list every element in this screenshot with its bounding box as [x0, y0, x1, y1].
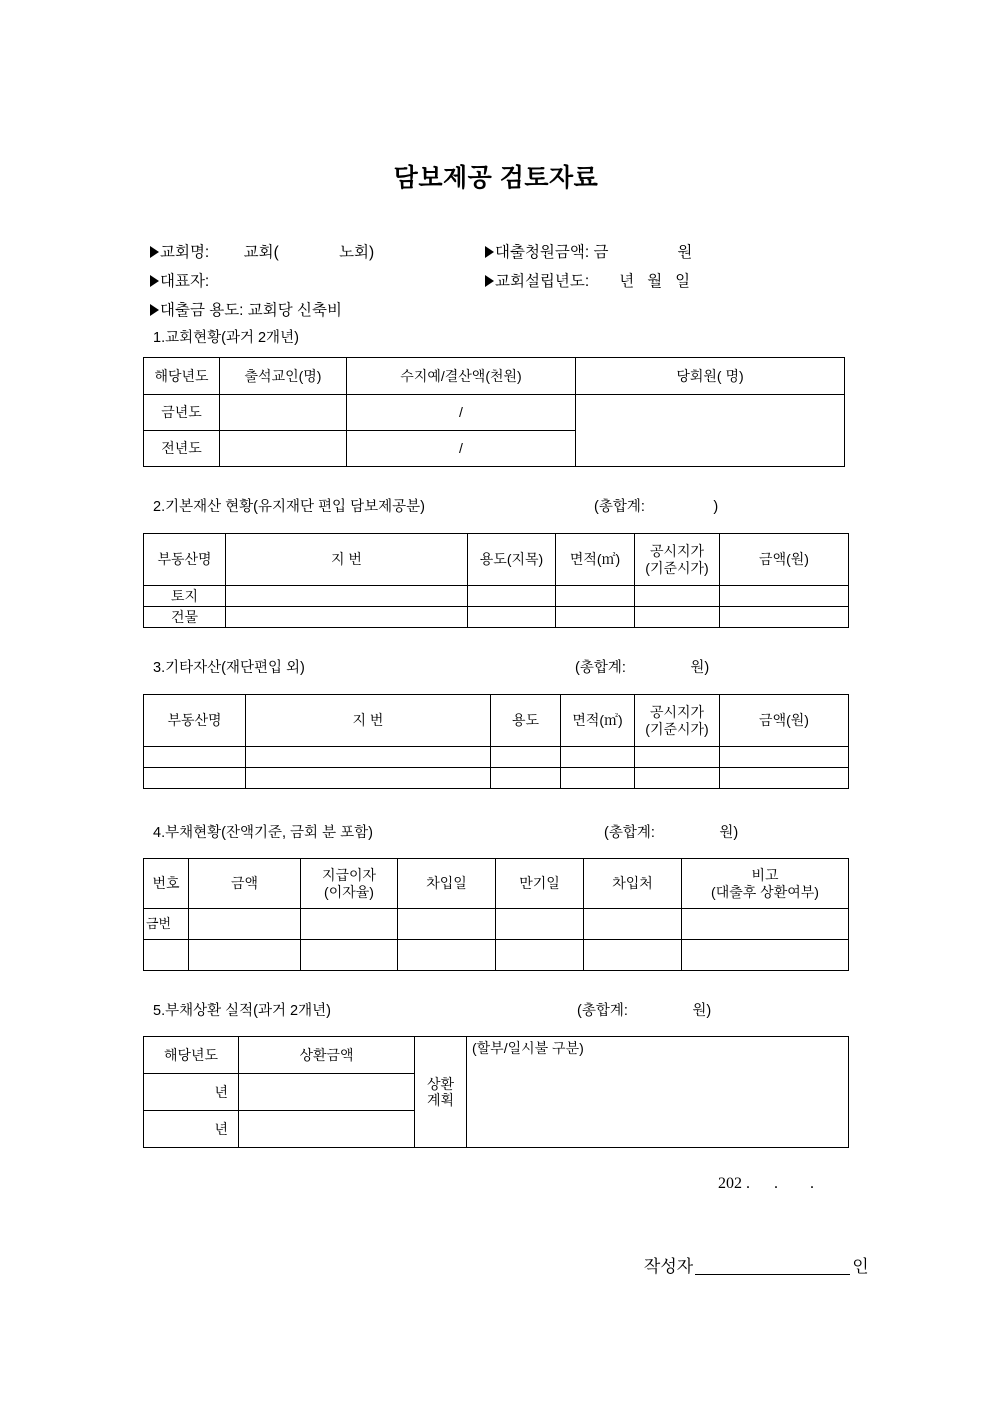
col-header-lot-number: 지 번 — [246, 695, 491, 747]
cell-debt-remarks-2[interactable] — [682, 940, 849, 971]
cell-debt-borrow-date-2[interactable] — [398, 940, 496, 971]
col-header-interest-paid-line2: (이자율) — [324, 883, 374, 900]
table-header-row — [144, 695, 849, 747]
col-header-official-land-price-line1: 공시지가 — [649, 543, 705, 560]
cell-debt-maturity-2[interactable] — [496, 940, 584, 971]
section-1-caption: 1.교회현황(과거 2개년) — [153, 330, 299, 346]
cell-debt-number-2[interactable] — [144, 940, 189, 971]
col-header-area: 면적(㎡) — [561, 695, 635, 747]
cell-attendance-current[interactable] — [220, 395, 347, 431]
col-header-use-category: 용도(지목) — [468, 534, 556, 586]
table-row — [144, 747, 849, 768]
triangle-bullet-icon — [485, 275, 494, 287]
cell-debt-amount-1[interactable] — [189, 909, 301, 940]
cell-building-use[interactable] — [468, 607, 556, 628]
header-loan-amount-label: 대출청원금액: — [495, 244, 590, 261]
section-5-table — [143, 1036, 849, 1148]
col-header-repayment-amount: 상환금액 — [239, 1037, 415, 1074]
col-header-budget-settlement: 수지예/결산액(천원) — [347, 358, 576, 395]
cell-debt-remarks-1[interactable] — [682, 909, 849, 940]
cell-debt-lender-1[interactable] — [584, 909, 682, 940]
col-header-year: 해당년도 — [144, 358, 220, 395]
cell-repayment-amount-2[interactable] — [239, 1111, 415, 1148]
cell-lot-2[interactable] — [246, 768, 491, 789]
col-header-lot-number: 지 번 — [226, 534, 468, 586]
cell-debt-borrow-date-1[interactable] — [398, 909, 496, 940]
cell-debt-lender-2[interactable] — [584, 940, 682, 971]
signer-input-rule[interactable] — [695, 1255, 850, 1275]
col-header-borrow-date: 차입일 — [398, 859, 496, 909]
col-header-remarks-line2: (대출후 상환여부) — [711, 883, 819, 900]
cell-session-members[interactable] — [576, 395, 845, 467]
section-4-table — [143, 858, 849, 971]
cell-land-use[interactable] — [468, 586, 556, 607]
page-title: 담보제공 검토자료 — [393, 164, 599, 192]
cell-price-2[interactable] — [635, 768, 720, 789]
cell-area-1[interactable] — [561, 747, 635, 768]
row-label-year-1: 년 — [144, 1074, 239, 1111]
cell-area-2[interactable] — [561, 768, 635, 789]
cell-building-price[interactable] — [635, 607, 720, 628]
col-header-amount: 금액 — [189, 859, 301, 909]
table-row — [144, 586, 849, 607]
signer-line — [625, 1232, 869, 1297]
col-header-official-land-price-line2: (기준시가) — [645, 720, 709, 737]
header-loan-purpose-value: 교회당 신축비 — [243, 302, 342, 319]
header-church-name-value: 교회( 노회) — [209, 244, 375, 261]
section-4-total: (총합계: 원) — [604, 825, 739, 841]
cell-land-area[interactable] — [556, 586, 635, 607]
col-header-property-name: 부동산명 — [144, 695, 246, 747]
cell-amount-1[interactable] — [720, 747, 849, 768]
header-church-name — [150, 240, 374, 262]
section-3-caption: 3.기타자산(재단편입 외) — [153, 660, 305, 676]
cell-building-lot[interactable] — [226, 607, 468, 628]
header-founding-year — [485, 269, 690, 291]
cell-repayment-amount-1[interactable] — [239, 1074, 415, 1111]
header-representative — [150, 269, 209, 291]
table-row — [144, 909, 849, 940]
signer-label: 작성자 — [643, 1257, 694, 1276]
cell-attendance-previous[interactable] — [220, 431, 347, 467]
row-label-current-year: 금년도 — [144, 395, 220, 431]
col-header-remarks-line1: 비고 — [751, 867, 779, 884]
cell-debt-interest-2[interactable] — [301, 940, 398, 971]
header-founding-year-value: 년 월 일 — [589, 273, 691, 290]
cell-debt-maturity-1[interactable] — [496, 909, 584, 940]
table-row — [144, 940, 849, 971]
cell-debt-interest-1[interactable] — [301, 909, 398, 940]
section-2-total: (총합계: ) — [594, 499, 719, 515]
col-header-session-members: 당회원( 명) — [576, 358, 845, 395]
section-3-table — [143, 694, 849, 789]
col-header-interest-paid — [301, 859, 398, 909]
cell-use-2[interactable] — [491, 768, 561, 789]
cell-budget-current[interactable]: / — [347, 395, 576, 431]
header-founding-year-label: 교회설립년도: — [495, 273, 590, 290]
document-date: 202 . . . — [718, 1175, 814, 1192]
cell-property-name-1[interactable] — [144, 747, 246, 768]
cell-building-area[interactable] — [556, 607, 635, 628]
table-header-row — [144, 534, 849, 586]
col-header-amount: 금액(원) — [720, 695, 849, 747]
cell-lot-1[interactable] — [246, 747, 491, 768]
table-row — [144, 768, 849, 789]
section-5-total: (총합계: 원) — [577, 1003, 712, 1019]
cell-building-amount[interactable] — [720, 607, 849, 628]
header-loan-amount-value: 금 원 — [589, 244, 693, 261]
row-label-this-time: 금번 — [144, 909, 189, 940]
row-label-land: 토지 — [144, 586, 226, 607]
table-row — [144, 607, 849, 628]
col-header-official-land-price — [635, 534, 720, 586]
section-4-caption: 4.부채현황(잔액기준, 금회 분 포함) — [153, 825, 373, 841]
cell-amount-2[interactable] — [720, 768, 849, 789]
col-header-repayment-plan-line1: 상환 — [426, 1075, 455, 1092]
col-header-attendance: 출석교인(명) — [220, 358, 347, 395]
section-2-caption: 2.기본재산 현황(유지재단 편입 담보제공분) — [153, 499, 425, 515]
header-loan-purpose-label: 대출금 용도: — [160, 302, 244, 319]
col-header-amount: 금액(원) — [720, 534, 849, 586]
cell-land-amount[interactable] — [720, 586, 849, 607]
header-representative-label: 대표자: — [160, 273, 210, 290]
section-2-table — [143, 533, 849, 628]
triangle-bullet-icon — [150, 275, 159, 287]
section-1-table — [143, 357, 845, 467]
col-header-maturity-date: 만기일 — [496, 859, 584, 909]
triangle-bullet-icon — [485, 246, 494, 258]
col-header-remarks — [682, 859, 849, 909]
col-header-official-land-price — [635, 695, 720, 747]
col-header-area: 면적(㎡) — [556, 534, 635, 586]
triangle-bullet-icon — [150, 304, 159, 316]
cell-price-1[interactable] — [635, 747, 720, 768]
row-label-building: 건물 — [144, 607, 226, 628]
cell-repayment-plan-detail[interactable]: (할부/일시불 구분) — [467, 1037, 849, 1148]
col-header-year: 해당년도 — [144, 1037, 239, 1074]
header-loan-purpose — [150, 298, 342, 320]
section-5-caption: 5.부채상환 실적(과거 2개년) — [153, 1003, 331, 1019]
cell-use-1[interactable] — [491, 747, 561, 768]
col-header-official-land-price-line1: 공시지가 — [649, 704, 705, 721]
row-label-previous-year: 전년도 — [144, 431, 220, 467]
table-header-row — [144, 859, 849, 909]
section-3-total: (총합계: 원) — [575, 660, 710, 676]
col-header-interest-paid-line1: 지급이자 — [321, 867, 377, 884]
col-header-repayment-plan-line2: 계획 — [426, 1092, 455, 1108]
cell-land-lot[interactable] — [226, 586, 468, 607]
header-loan-amount — [485, 240, 692, 262]
col-header-lender: 차입처 — [584, 859, 682, 909]
cell-property-name-2[interactable] — [144, 768, 246, 789]
cell-budget-previous[interactable]: / — [347, 431, 576, 467]
col-header-number: 번호 — [144, 859, 189, 909]
header-church-name-label: 교회명: — [160, 244, 210, 261]
col-header-official-land-price-line2: (기준시가) — [645, 559, 709, 576]
triangle-bullet-icon — [150, 246, 159, 258]
cell-debt-amount-2[interactable] — [189, 940, 301, 971]
cell-land-price[interactable] — [635, 586, 720, 607]
col-header-property-name: 부동산명 — [144, 534, 226, 586]
row-label-year-2: 년 — [144, 1111, 239, 1148]
table-row — [144, 395, 845, 431]
col-header-repayment-plan — [415, 1037, 467, 1148]
seal-label: 인 — [852, 1257, 869, 1276]
col-header-use: 용도 — [491, 695, 561, 747]
table-header-row — [144, 358, 845, 395]
table-header-row — [144, 1037, 849, 1074]
